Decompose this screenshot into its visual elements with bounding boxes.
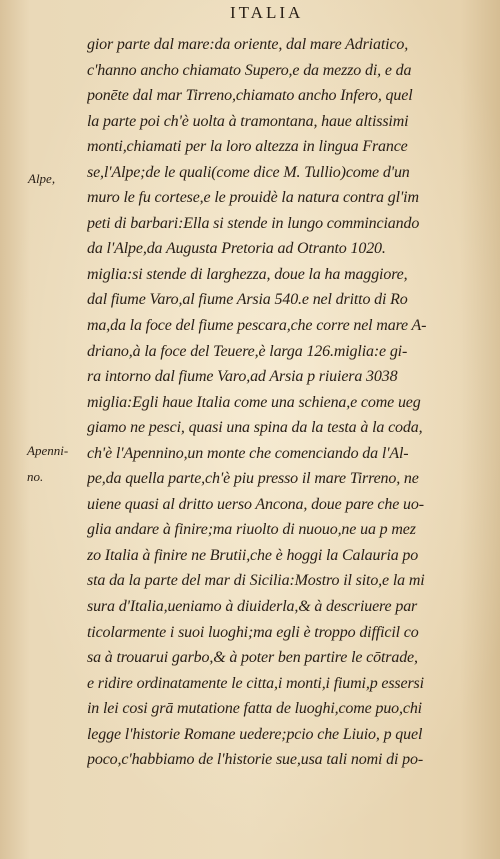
text-line: poco,c'habbiamo de l'historie sue,usa tali nomi di po- (87, 751, 424, 769)
text-line: sa à trouarui garbo,& à poter ben partire le cōtrade, (87, 649, 418, 667)
body-text (87, 32, 479, 773)
marginal-note-alpe: Alpe, (28, 171, 56, 186)
text-line: ponēte dal mar Tirreno,chiamato ancho Infero, quel (87, 87, 413, 105)
text-line: gior parte dal mare:da oriente, dal mare Adriatico, (87, 36, 409, 53)
text-line: zo Italia à finire ne Brutii,che è hoggi la Calauria po (87, 546, 419, 564)
text-line: e ridire ordinatamente le citta,i monti,i fiumi,p essersi (87, 674, 424, 692)
text-line: legge l'historie Romane uedere;pcio che Liuio, p quel (87, 725, 423, 743)
text-line: peti di barbari:Ella si stende in lungo comminciando (87, 214, 420, 232)
text-line: ra intorno dal fiume Varo,ad Arsia p riuiera 3038 (87, 368, 398, 386)
text-line: c'hanno ancho chiamato Supero,e da mezzo di, e da (87, 61, 412, 79)
text-line: miglia:Egli haue Italia come una schiena,e come ueg (87, 393, 421, 411)
text-line: glia andare à finire;ma riuolto di nuouo,ne ua p mez (87, 521, 416, 539)
text-line: sta da la parte del mar di Sicilia:Mostro il sito,e la mi (87, 572, 425, 590)
text-line: muro le fu cortese,e le prouidè la natura contra gl'im (87, 189, 419, 207)
text-line: uiene quasi al dritto uerso Ancona, doue pare che uo- (87, 495, 424, 513)
text-line: giamo ne pesci, quasi una spina da la testa à la coda, (87, 419, 423, 437)
text-line: monti,chiamati per la loro altezza in lingua France (87, 138, 408, 156)
running-head: ITALIA (230, 3, 304, 22)
text-line: dal fiume Varo,al fiume Arsia 540.e nel dritto di Ro (87, 291, 408, 309)
text-line: da l'Alpe,da Augusta Pretoria ad Otranto 1020. (87, 240, 386, 258)
text-line: se,l'Alpe;de le quali(come dice M. Tullio)come d'un (87, 163, 410, 181)
text-line: driano,à la foce del Teuere,è larga 126.miglia:e gi- (87, 342, 408, 360)
marginal-note-apennino: Apenni- no. (27, 443, 69, 484)
text-line: ticolarmente i suoi luoghi;ma egli è troppo difficil co (87, 623, 419, 641)
text-line: ma,da la foce del fiume pescara,che corre nel mare A- (87, 317, 427, 335)
text-line: in lei cosi grā mutatione fatta de luoghi,come puo,chi (87, 700, 422, 718)
text-line: la parte poi ch'è uolta à tramontana, haue altissimi (87, 112, 409, 130)
text-line: miglia:si stende di larghezza, doue la ha maggiore, (87, 265, 408, 283)
text-line: pe,da quella parte,ch'è piu presso il mare Tirreno, ne (87, 470, 419, 488)
text-line: ch'è l'Apennino,un monte che comenciando da l'Al- (87, 444, 409, 462)
text-line: sura d'Italia,ueniamo à diuiderla,& à descriuere par (87, 598, 418, 616)
